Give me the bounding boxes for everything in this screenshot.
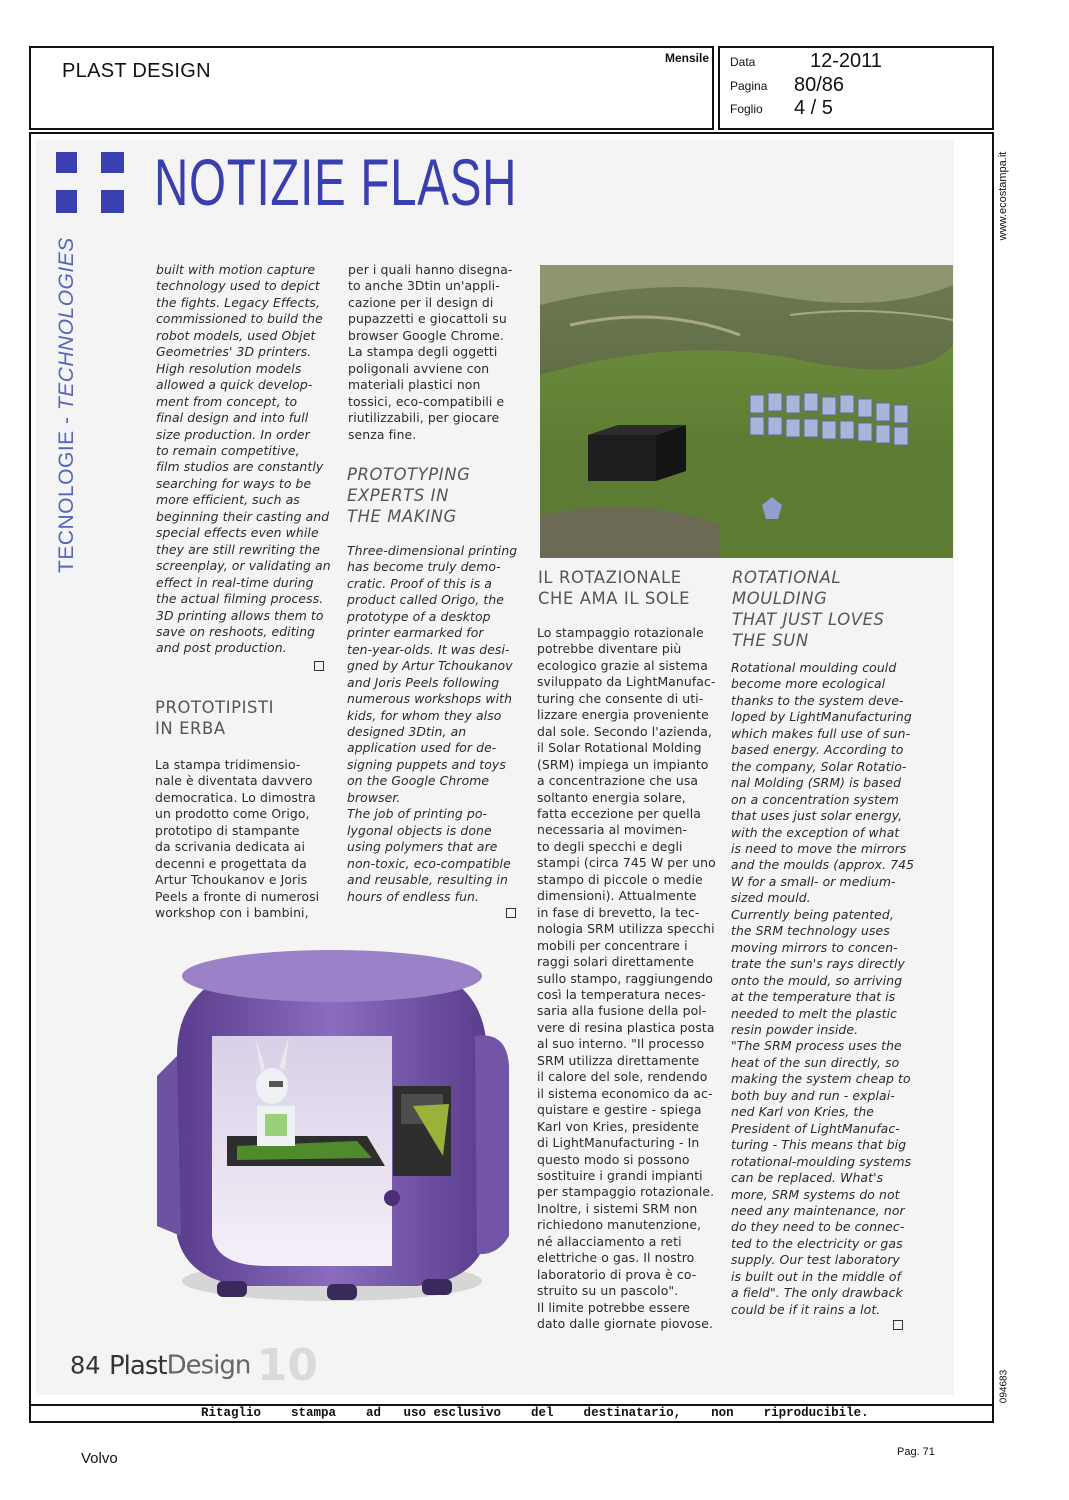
end-mark-icon	[506, 908, 516, 918]
magazine-issue-number: 10	[256, 1340, 319, 1391]
page-label: Pagina	[730, 79, 768, 93]
vertical-label-sep: -	[55, 410, 78, 431]
rotazionale-body: Lo stampaggio rotazionale potrebbe diventare più ecologico grazie al sistema sviluppato da LightManufac- turing che consente di uti- lizzare energia proveniente dal sole. Secondo l'azienda, il Solar Rotational Molding (SRM) impiega un impianto a concentrazione che usa soltanto energia solare, fatta eccezione per quella necessaria al movimen- to degli specchi e degli stampi (circa 745 W per uno stampo di piccole o medie dimensioni). Attualmente in fase di brevetto, la tec- nologia SRM utilizza specchi mobili per concentrare i raggi solari direttamente sullo stampo, raggiungendo così la temperatura neces- saria alla fusione della pol- vere di resina plastica posta al suo interno. "Il processo SRM utilizza direttamente il calore del sole, rendendo il sistema economico da ac- quistare e gestire - spiega Karl von Kries, presidente di LightManufacturing - In questo modo si possono sostituire i grandi impianti per stampaggio rotazionale. Inoltre, i sistemi SRM non richiedono manutenzione, né allacciamento a reti elettriche o gas. Il nostro laboratorio di prova è co- struito su un pascolo". Il limite potrebbe essere dato dalle giornate piovose.	[537, 625, 716, 1332]
date-value: 12-2011	[810, 50, 882, 72]
prototipisti-heading: PROTOTIPISTI IN ERBA	[155, 698, 275, 738]
client-name: Volvo	[81, 1450, 118, 1467]
section-logo-icon	[56, 152, 126, 215]
website-vertical: www.ecostampa.it	[997, 151, 1009, 241]
origo-printer-photo	[157, 936, 519, 1328]
sheet-label: Foglio	[730, 102, 763, 116]
prototyping-body: Three-dimensional printing has become truly demo- cratic. Proof of this is a product called Origo, the prototype of a desktop printer earmarked for ten-year-olds. It was desi- gned by Artur Tchoukanov and Joris Peels following numerous workshops with kids, for whom they also designed 3Dtin, an application used for de- signing puppets and toys on the Google Chrome browser. The job of printing po- lygonal objects is done using polymers that are non-toxic, eco-compatible and reusable, resulting in hours of endless fun.	[347, 543, 518, 904]
origo-printer-illustration	[157, 936, 519, 1328]
disclaimer-strip	[29, 1404, 994, 1423]
col2-top-text: per i quali hanno disegna- to anche 3Dtin un'appli- cazione per il design di pupazzetti e giocattoli su browser Google Chrome. La stampa degli oggetti poligonali avviene con materiali plastici non tossici, eco-compatibili e riutilizzabili, per giocare senza fine.	[348, 262, 513, 442]
header-publication-box	[29, 46, 714, 130]
page-value: 80/86	[794, 74, 845, 96]
section-title: NOTIZIE FLASH	[154, 145, 518, 219]
prototyping-heading: PROTOTYPING EXPERTS IN THE MAKING	[347, 465, 471, 526]
vertical-label-en: TECHNOLOGIES	[55, 237, 78, 411]
frequency-label: Mensile	[665, 51, 710, 65]
magazine-name-design: Design	[166, 1350, 251, 1381]
magazine-name-plast: Plast	[109, 1350, 167, 1381]
end-mark-icon	[314, 661, 324, 671]
magazine-page-number: 84	[70, 1351, 101, 1380]
vertical-label-it: TECNOLOGIE	[55, 430, 78, 573]
solar-field-photo	[540, 265, 953, 558]
header-meta-box	[718, 46, 994, 130]
code-vertical: 094683	[998, 1369, 1010, 1404]
date-label: Data	[730, 55, 756, 69]
sheet-value: 4 / 5	[794, 97, 833, 119]
magazine-footer	[70, 1340, 318, 1390]
report-page-number: Pag. 71	[897, 1446, 935, 1458]
end-mark-icon	[893, 1320, 903, 1330]
rotational-body: Rotational moulding could become more ecological thanks to the system deve- loped by LightManufacturing which makes full use of sun- based energy. According to the company, Solar Rotatio- nal Molding (SRM) is based on a concentration system that uses just solar energy, with the exception of what is need to move the mirrors and the moulds (approx. 745 W for a small- or medium- sized mould. Currently being patented, the SRM technology uses moving mirrors to concen- trate the sun's rays directly onto the mould, so arriving at the temperature that is needed to melt the plastic resin powder inside. "The SRM process uses the heat of the sun directly, so making the system cheap to both buy and run - explai- ned Karl von Kries, the President of LightManufac- turing - This means that big rotational-moulding systems can be replaced. What's more, SRM systems do not need any maintenance, nor do they need to be connec- ted to the electricity or gas supply. Our test laboratory is built out in the middle of a field". The only drawback could be if it rains a lot.	[731, 660, 915, 1317]
solar-field-illustration	[540, 265, 953, 558]
disclaimer-text: Ritaglio stampa ad uso esclusivo del destinatario, non riproducibile.	[201, 1406, 869, 1420]
rotazionale-heading: IL ROTAZIONALE CHE AMA IL SOLE	[538, 568, 691, 608]
rotational-heading: ROTATIONAL MOULDING THAT JUST LOVES THE SUN	[732, 568, 885, 650]
publication-name: PLAST DESIGN	[62, 60, 211, 82]
prototipisti-body: La stampa tridimensio- nale è diventata davvero democratica. Lo dimostra un prodotto come Origo, prototipo di stampante da scrivania dedicata ai decenni e progettata da Artur Tchoukanov e Joris Peels a fronte di numerosi workshop con i bambini,	[155, 757, 320, 921]
col1-top-text: built with motion capture technology used to depict the fights. Legacy Effects, commissioned to build the robot models, used Objet Geometries' 3D printers. High resolution models allowed a quick develop- ment from concept, to final design and into full size production. In order to remain competitive, film studios are constantly searching for ways to be more efficient, such as beginning their casting and special effects even while they are still rewriting the screenplay, or validating an effect in real-time during the actual filming process. 3D printing allows them to save on reshoots, editing and post production.	[156, 262, 331, 656]
vertical-section-label	[52, 237, 82, 573]
